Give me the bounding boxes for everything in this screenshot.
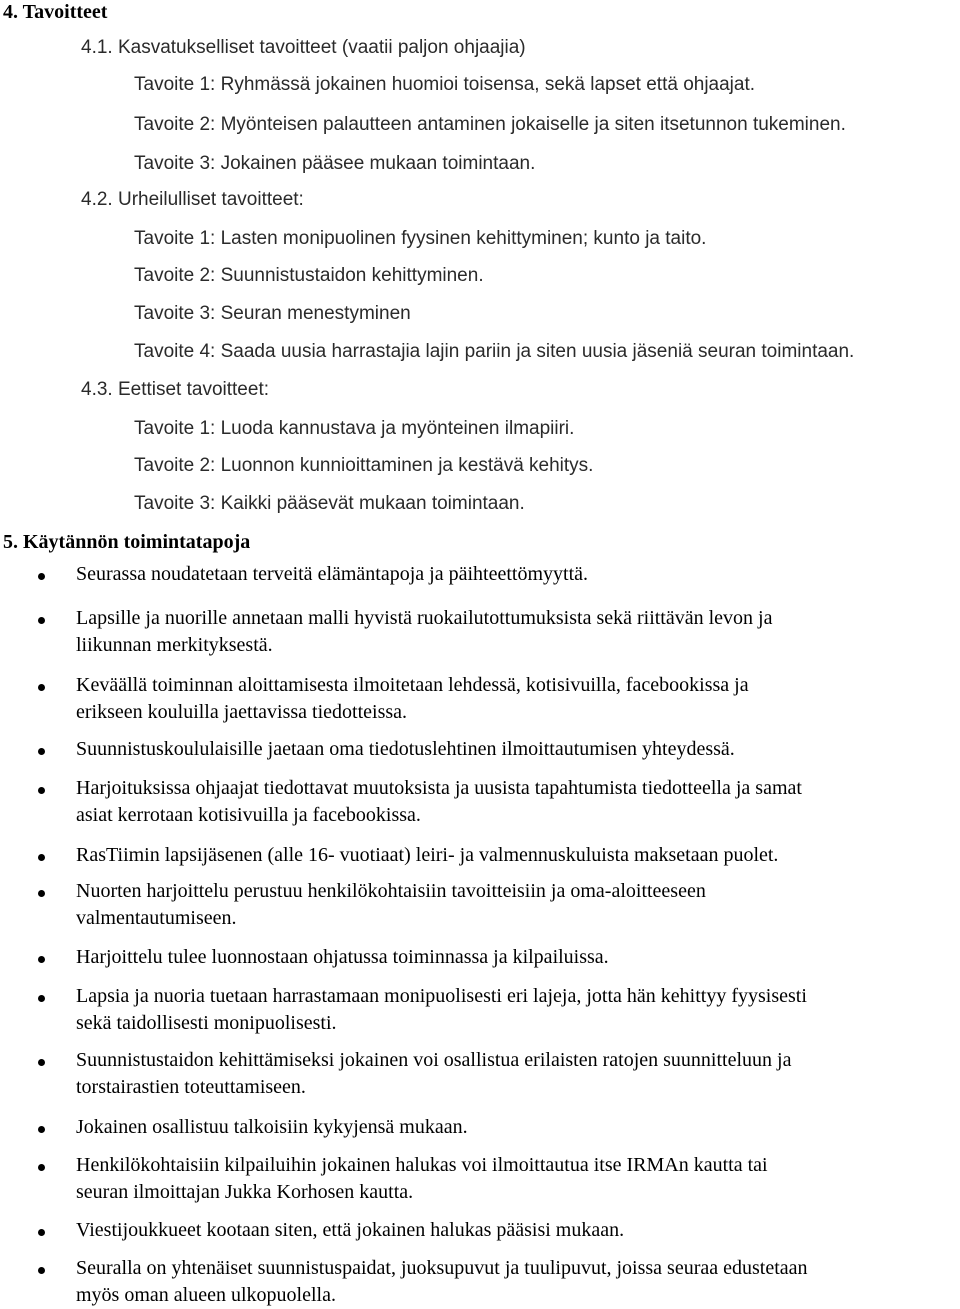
bullet-dot-icon <box>38 787 45 794</box>
goal-4-1-3: Tavoite 3: Jokainen pääsee mukaan toimintaan. <box>134 153 536 174</box>
goal-4-3-1: Tavoite 1: Luoda kannustava ja myönteinen ilmapiiri. <box>134 418 575 439</box>
bullet-line: Harjoituksissa ohjaajat tiedottavat muutoksista ja uusista tapahtumista tiedotteella ja samat <box>76 777 802 799</box>
bullet-line: Suunnistuskoululaisille jaetaan oma tiedotuslehtinen ilmoittautumisen yhteydessä. <box>76 738 735 760</box>
bullet-line: RasTiimin lapsijäsenen (alle 16- vuotiaat) leiri- ja valmennuskuluista maksetaan puolet. <box>76 844 779 866</box>
goal-4-1-2: Tavoite 2: Myönteisen palautteen antaminen jokaiselle ja siten itsetunnon tukeminen. <box>134 114 846 135</box>
bullet-dot-icon <box>38 1059 45 1066</box>
bullet-dot-icon <box>38 890 45 897</box>
section-5-title: 5. Käytännön toimintatapoja <box>3 531 251 553</box>
goal-4-2-3: Tavoite 3: Seuran menestyminen <box>134 303 411 324</box>
section-4-2-title: 4.2. Urheilulliset tavoitteet: <box>81 189 304 210</box>
bullet-line: asiat kerrotaan kotisivuilla ja facebookissa. <box>76 804 421 826</box>
bullet-dot-icon <box>38 1267 45 1274</box>
bullet-line: Henkilökohtaisiin kilpailuihin jokainen halukas voi ilmoittautua itse IRMAn kautta tai <box>76 1154 768 1176</box>
bullet-line: sekä taidollisesti monipuolisesti. <box>76 1012 337 1034</box>
goal-4-2-2: Tavoite 2: Suunnistustaidon kehittyminen. <box>134 265 484 286</box>
bullet-line: Suunnistustaidon kehittämiseksi jokainen voi osallistua erilaisten ratojen suunnitteluun ja <box>76 1049 792 1071</box>
bullet-line: Jokainen osallistuu talkoisiin kykyjensä mukaan. <box>76 1116 468 1138</box>
bullet-line: Seurassa noudatetaan terveitä elämäntapoja ja päihteettömyyttä. <box>76 563 589 585</box>
bullet-line: torstairastien toteuttamiseen. <box>76 1076 306 1098</box>
bullet-line: seuran ilmoittajan Jukka Korhosen kautta. <box>76 1181 414 1203</box>
bullet-dot-icon <box>38 617 45 624</box>
bullet-dot-icon <box>38 684 45 691</box>
bullet-line: Seuralla on yhtenäiset suunnistuspaidat, juoksupuvut ja tuulipuvut, joissa seuraa edustetaan <box>76 1257 808 1279</box>
bullet-line: Harjoittelu tulee luonnostaan ohjatussa toiminnassa ja kilpailuissa. <box>76 946 609 968</box>
section-4-1-title: 4.1. Kasvatukselliset tavoitteet (vaatii paljon ohjaajia) <box>81 37 526 58</box>
bullet-line: liikunnan merkityksestä. <box>76 634 273 656</box>
bullet-dot-icon <box>38 1164 45 1171</box>
goal-4-2-1: Tavoite 1: Lasten monipuolinen fyysinen kehittyminen; kunto ja taito. <box>134 228 707 249</box>
goal-4-1-1: Tavoite 1: Ryhmässä jokainen huomioi toisensa, sekä lapset että ohjaajat. <box>134 74 756 95</box>
bullet-dot-icon <box>38 854 45 861</box>
goal-4-2-4: Tavoite 4: Saada uusia harrastajia lajin pariin ja siten uusia jäseniä seuran toimintaan. <box>134 341 855 362</box>
goal-4-3-2: Tavoite 2: Luonnon kunnioittaminen ja kestävä kehitys. <box>134 455 594 476</box>
bullet-line: myös oman alueen ulkopuolella. <box>76 1284 336 1306</box>
bullet-dot-icon <box>38 995 45 1002</box>
bullet-line: valmentautumiseen. <box>76 907 237 929</box>
bullet-line: erikseen kouluilla jaettavissa tiedotteissa. <box>76 701 408 723</box>
bullet-line: Keväällä toiminnan aloittamisesta ilmoitetaan lehdessä, kotisivuilla, facebookissa ja <box>76 674 749 696</box>
section-4-title: 4. Tavoitteet <box>3 1 108 23</box>
bullet-line: Nuorten harjoittelu perustuu henkilökohtaisiin tavoitteisiin ja oma-aloitteeseen <box>76 880 706 902</box>
section-4-3-title: 4.3. Eettiset tavoitteet: <box>81 379 269 400</box>
goal-4-3-3: Tavoite 3: Kaikki pääsevät mukaan toimintaan. <box>134 493 525 514</box>
bullet-dot-icon <box>38 573 45 580</box>
bullet-dot-icon <box>38 1229 45 1236</box>
bullet-dot-icon <box>38 956 45 963</box>
bullet-line: Lapsia ja nuoria tuetaan harrastamaan monipuolisesti eri lajeja, jotta hän kehittyy fyysisesti <box>76 985 807 1007</box>
bullet-line: Lapsille ja nuorille annetaan malli hyvistä ruokailutottumuksista sekä riittävän levon ja <box>76 607 773 629</box>
bullet-dot-icon <box>38 1126 45 1133</box>
bullet-line: Viestijoukkueet kootaan siten, että jokainen halukas pääsisi mukaan. <box>76 1219 625 1241</box>
bullet-dot-icon <box>38 748 45 755</box>
